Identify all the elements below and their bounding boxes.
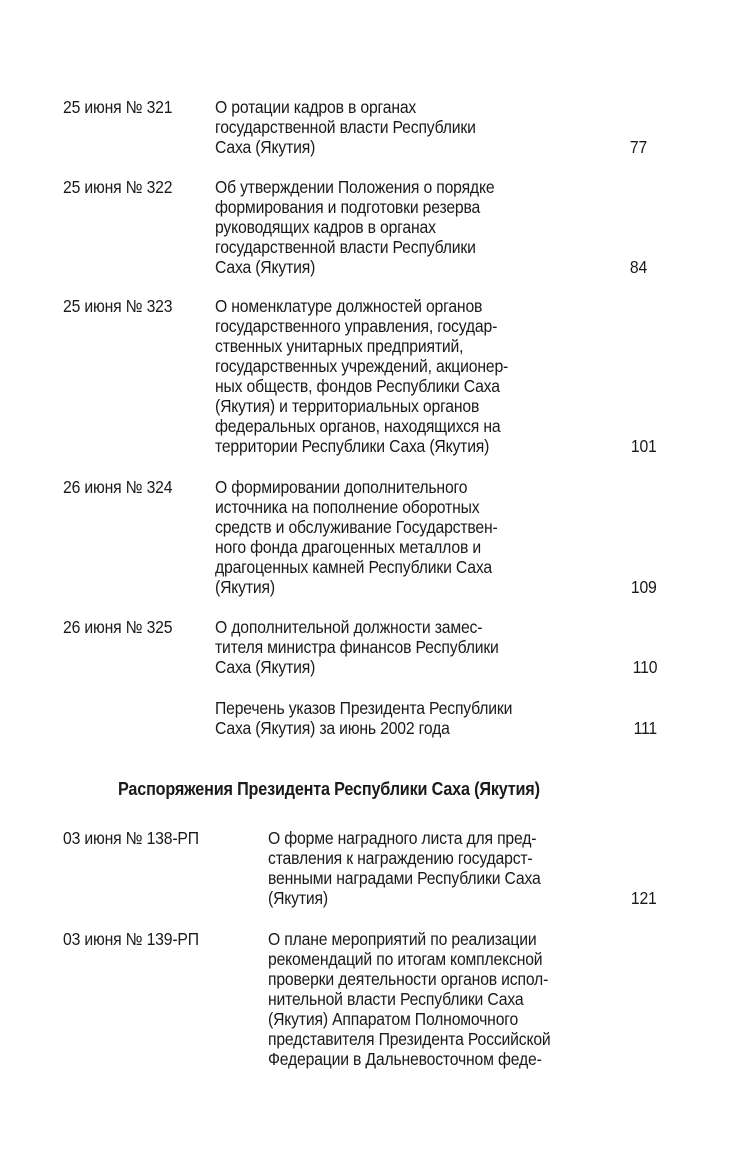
entry-date: 03 июня № 138-РП [63, 828, 199, 848]
toc-entry-325 [63, 617, 663, 677]
toc-entry-list-of-decrees [63, 698, 663, 738]
entry-title: Об утверждении Положения о порядке формирования и подготовки резерва руководящих кадров в органах государственной власти Республики Саха (Якутия) [215, 177, 495, 277]
toc-entry-321 [63, 97, 663, 157]
entry-title: О форме наградного листа для пред- ставления к награждению государст- венными наградами Республики Саха (Якутия) [268, 828, 541, 908]
toc-entry-324 [63, 477, 663, 597]
entry-page-number: 110 [632, 657, 657, 677]
entry-page-number: 109 [631, 577, 657, 597]
entry-title: О ротации кадров в органах государственной власти Республики Саха (Якутия) [215, 97, 476, 157]
entry-page-number: 101 [631, 436, 657, 456]
entry-date: 25 июня № 321 [63, 97, 173, 117]
toc-entry-139-rp [63, 929, 663, 1069]
entry-title: О формировании дополнительного источника на пополнение оборотных средств и обслуживание Государствен- ного фонда драгоценных металлов и драгоценных камней Республики Саха (Якутия) [215, 477, 498, 597]
entry-title: О дополнительной должности замес- тителя министра финансов Республики Саха (Якутия) [215, 617, 499, 677]
entry-page-number: 77 [629, 137, 647, 157]
section-heading: Распоряжения Президента Республики Саха (Якутия) [118, 779, 540, 799]
entry-date: 25 июня № 323 [63, 296, 173, 316]
entry-title: Перечень указов Президента Республики Саха (Якутия) за июнь 2002 года [215, 698, 513, 738]
entry-date: 25 июня № 322 [63, 177, 173, 197]
entry-page-number: 84 [629, 257, 647, 277]
entry-date: 26 июня № 325 [63, 617, 173, 637]
entry-title: О номенклатуре должностей органов государственного управления, государ- ственных унитарных предприятий, государственных учреждений, акционер- ных обществ, фондов Республики Саха (Якутия) и территориальных органов федеральных органов, находящихся на территории Республики Саха (Якутия) [215, 296, 509, 456]
entry-date: 26 июня № 324 [63, 477, 173, 497]
entry-page-number: 121 [631, 888, 657, 908]
entry-title: О плане мероприятий по реализации рекомендаций по итогам комплексной проверки деятельности органов испол- нительной власти Республики Саха (Якутия) Аппаратом Полномочного представителя Президента Российской Федерации в Дальневосточном феде- [268, 929, 551, 1069]
entry-date: 03 июня № 139-РП [63, 929, 199, 949]
toc-entry-322 [63, 177, 663, 277]
toc-entry-323 [63, 296, 663, 456]
entry-page-number: 111 [633, 718, 657, 738]
toc-entry-138-rp [63, 828, 663, 908]
